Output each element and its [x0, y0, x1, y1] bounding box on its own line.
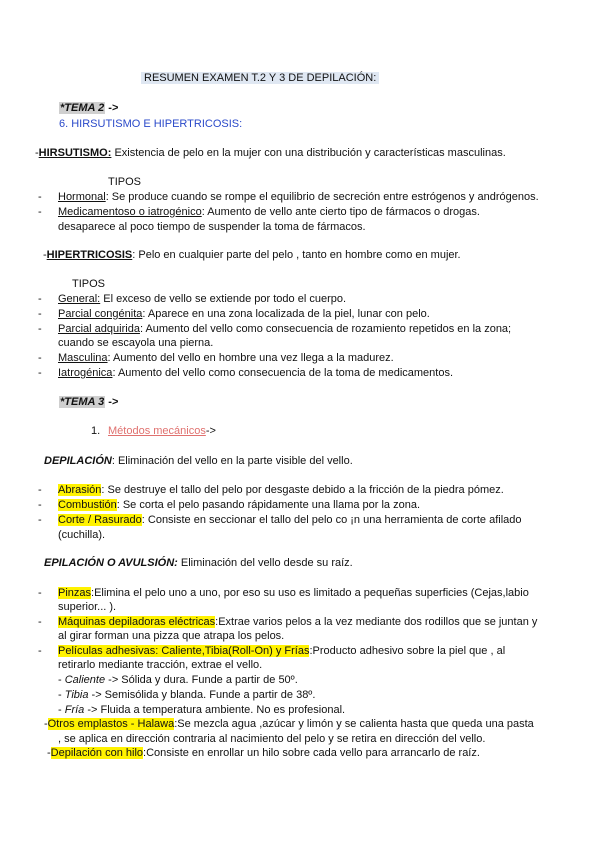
hormonal-term: Hormonal: [58, 191, 106, 203]
parcial-adquirida-continuation: cuando se escayola una pierna.: [58, 337, 214, 349]
list-item-dash: -: [38, 191, 42, 203]
general-term: General:: [58, 293, 101, 305]
abrasion-text: : Se destruye el tallo del pelo por desgaste debido a la fricción de la piedra pómez.: [101, 484, 504, 496]
subitem-caliente: [58, 674, 298, 687]
epilacion-text: Eliminación del vello desde su raíz.: [177, 557, 353, 569]
list-item-depilacion-hilo: [47, 747, 480, 760]
masculina-text: : Aumento del vello en hombre una vez llega a la madurez.: [107, 352, 394, 364]
list-item-dash: -: [38, 587, 42, 599]
epilacion-definition: [44, 557, 353, 570]
list-item-dash: -: [38, 616, 42, 628]
peliculas-text: :Producto adhesivo sobre la piel que , al: [309, 645, 506, 657]
subitem-prefix: -: [58, 674, 65, 686]
list-item-dash: -: [38, 645, 42, 657]
list-item-corte-rasurado: [58, 514, 522, 527]
masculina-term: Masculina: [58, 352, 108, 364]
subitem-tibia: [58, 689, 315, 702]
list-item-maquinas: [58, 616, 537, 629]
subitem-fria: [58, 704, 345, 717]
hipertricosis-dash: -: [43, 249, 47, 261]
hipertricosis-definition: [43, 249, 461, 262]
list-item-dash: -: [38, 206, 42, 218]
iatrogenica-term: Iatrogénica: [58, 367, 113, 379]
peliculas-term: Películas adhesivas: Caliente,Tibia(Roll-On) y Frías: [58, 645, 310, 657]
list-item-dash: -: [38, 308, 42, 320]
list-item-general: [58, 293, 346, 306]
list-item-parcial-congenita: [58, 308, 430, 321]
list-item-dash: -: [38, 499, 42, 511]
maquinas-term: Máquinas depiladoras eléctricas: [58, 616, 216, 628]
abrasion-term: Abrasión: [58, 484, 102, 496]
depilacion-term: DEPILACIÓN: [44, 455, 112, 467]
tema2-heading: [59, 102, 118, 115]
medicamentoso-text: : Aumento de vello ante cierto tipo de fármacos o drogas.: [201, 206, 480, 218]
tema3-heading: [59, 396, 118, 409]
corte-rasurado-term: Corte / Rasurado: [58, 514, 142, 526]
parcial-congenita-text: : Aparece en una zona localizada de la piel, lunar con pelo.: [142, 308, 430, 320]
pinzas-continuation: superior... ).: [58, 601, 117, 613]
parcial-congenita-term: Parcial congénita: [58, 308, 143, 320]
fria-name: Fría: [64, 704, 85, 716]
hilo-term: Depilación con hilo: [50, 747, 144, 759]
caliente-name: Caliente: [64, 674, 106, 686]
metodos-mecanicos-item: [108, 425, 216, 438]
tema2-section-title: 6. HIRSUTISMO E HIPERTRICOSIS:: [59, 118, 243, 130]
depilacion-text: : Eliminación del vello en la parte visible del vello.: [111, 455, 353, 467]
list-item-dash: -: [38, 514, 42, 526]
hormonal-text: : Se produce cuando se rompe el equilibrio de secreción entre estrógenos y andrógenos.: [105, 191, 539, 203]
maquinas-text: :Extrae varios pelos a la vez mediante dos rodillos que se juntan y: [215, 616, 538, 628]
list-item-pinzas: [58, 587, 529, 600]
epilacion-term: EPILACIÓN O AVULSIÓN:: [44, 557, 178, 569]
list-item-parcial-adquirida: [58, 323, 511, 336]
tibia-text: -> Semisólida y blanda. Funde a partir de 38º.: [88, 689, 316, 701]
tema3-arrow: ->: [105, 396, 119, 408]
hirsutismo-term: HIRSUTISMO:: [38, 147, 112, 159]
otros-dash: -: [44, 718, 48, 730]
corte-rasurado-continuation: (cuchilla).: [58, 529, 106, 541]
parcial-adquirida-term: Parcial adquirida: [58, 323, 140, 335]
corte-rasurado-text: : Consiste en seccionar el tallo del pelo co ¡n una herramienta de corte afilado: [141, 514, 522, 526]
hirsutismo-tipos-label: TIPOS: [108, 176, 142, 188]
list-item-dash: -: [38, 367, 42, 379]
hipertricosis-tipos-label: TIPOS: [72, 278, 106, 290]
pinzas-text: :Elimina el pelo uno a uno, por eso su uso es limitado a pequeñas superficies (Cejas,labio: [91, 587, 529, 599]
list-item-dash: -: [38, 323, 42, 335]
list-item-dash: -: [38, 352, 42, 364]
tema2-arrow: ->: [105, 102, 119, 114]
tema3-label: *TEMA 3: [60, 396, 105, 408]
document-title: [141, 72, 379, 85]
hilo-dash: -: [47, 747, 51, 759]
parcial-adquirida-text: : Aumento del vello como consecuencia de rozamiento repetidos en la zona;: [139, 323, 512, 335]
hipertricosis-term: HIPERTRICOSIS: [46, 249, 133, 261]
combustion-text: : Se corta el pelo pasando rápidamente una llama por la zona.: [116, 499, 421, 511]
list-item-hormonal: [58, 191, 539, 204]
list-item-dash: -: [38, 484, 42, 496]
hirsutismo-definition: [35, 147, 506, 160]
depilacion-definition: [44, 455, 353, 468]
tibia-name: Tibia: [64, 689, 89, 701]
hipertricosis-text: : Pelo en cualquier parte del pelo , tanto en hombre como en mujer.: [132, 249, 461, 261]
pinzas-term: Pinzas: [58, 587, 92, 599]
subitem-prefix: -: [58, 704, 65, 716]
medicamentoso-continuation: desaparece al poco tiempo de suspender la toma de fármacos.: [58, 221, 366, 233]
hilo-text: :Consiste en enrollar un hilo sobre cada vello para arrancarlo de raíz.: [143, 747, 480, 759]
tema3-number: 1.: [91, 425, 101, 437]
list-item-abrasion: [58, 484, 504, 497]
tema2-label: *TEMA 2: [60, 102, 105, 114]
combustion-term: Combustión: [58, 499, 117, 511]
otros-continuation: , se aplica en dirección contraria al nacimiento del pelo y se retira en dirección del vello.: [58, 733, 486, 745]
list-item-peliculas: [58, 645, 505, 658]
metodos-mecanicos-link[interactable]: Métodos mecánicos: [108, 425, 206, 437]
list-item-otros-emplastos: [44, 718, 534, 731]
subitem-prefix: -: [58, 689, 65, 701]
list-item-combustion: [58, 499, 420, 512]
document-title-text: RESUMEN EXAMEN T.2 Y 3 DE DEPILACIÓN:: [141, 72, 379, 84]
hirsutismo-text: Existencia de pelo en la mujer con una distribución y características masculinas.: [111, 147, 506, 159]
medicamentoso-term: Medicamentoso o iatrogénico: [58, 206, 202, 218]
caliente-text: -> Sólida y dura. Funde a partir de 50º.: [105, 674, 298, 686]
otros-text: :Se mezcla agua ,azúcar y limón y se calienta hasta que queda una pasta: [174, 718, 534, 730]
list-item-dash: -: [38, 293, 42, 305]
peliculas-continuation: retirarlo mediante tracción, extrae el vello.: [58, 659, 263, 671]
list-item-medicamentoso: [58, 206, 480, 219]
otros-term: Otros emplastos - Halawa: [47, 718, 175, 730]
list-item-iatrogenica: [58, 367, 453, 380]
hirsutismo-dash: -: [35, 147, 39, 159]
fria-text: -> Fluida a temperatura ambiente. No es profesional.: [84, 704, 346, 716]
iatrogenica-text: : Aumento del vello como consecuencia de la toma de medicamentos.: [112, 367, 454, 379]
list-item-masculina: [58, 352, 394, 365]
metodos-mecanicos-arrow: ->: [205, 425, 216, 437]
maquinas-continuation: al girar forman una pizza que atrapa los pelos.: [58, 630, 285, 642]
general-text: El exceso de vello se extiende por todo el cuerpo.: [100, 293, 347, 305]
